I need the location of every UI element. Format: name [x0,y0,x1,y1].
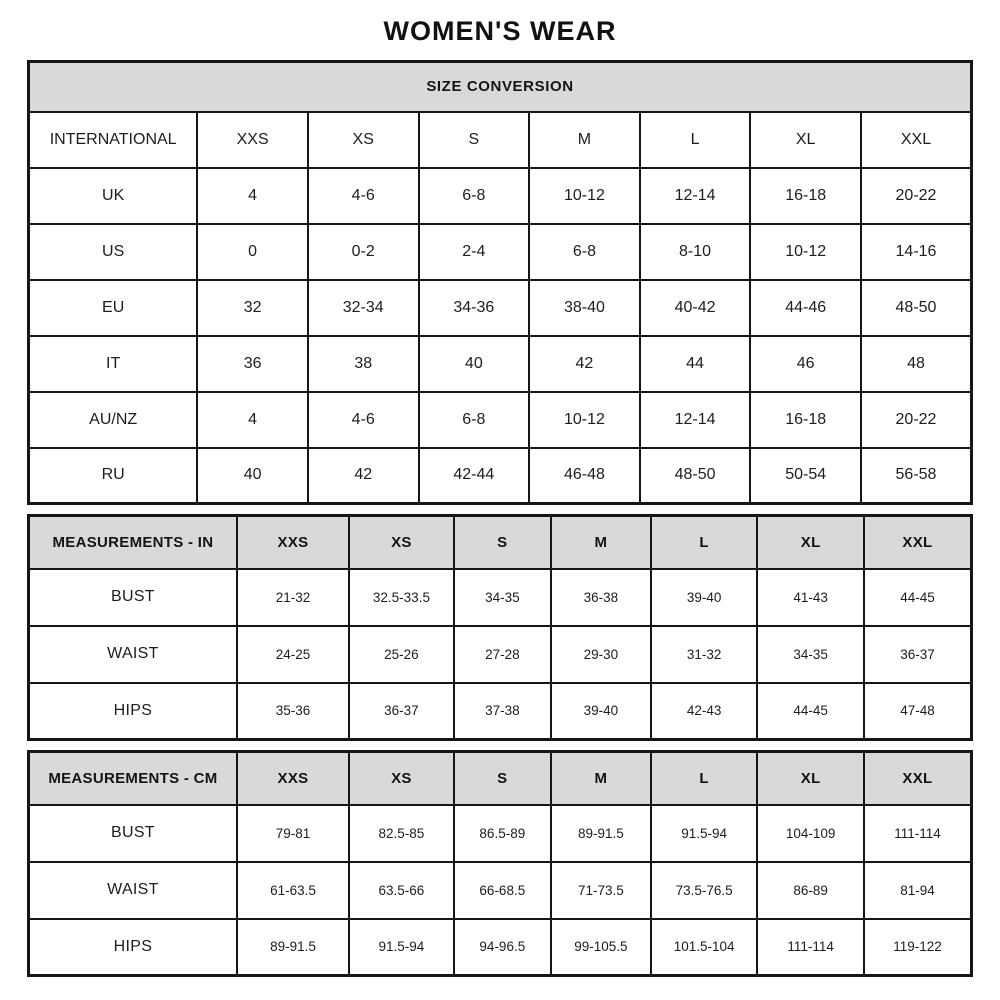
measurement-value: 25-26 [349,626,454,683]
measurements-cm-row-bust [29,805,972,862]
measurement-value: 119-122 [864,919,972,976]
size-value: 32-34 [308,280,419,336]
size-value: 10-12 [529,168,640,224]
measurements-in-col-m: M [551,516,651,569]
measurement-value: 86-89 [757,862,864,919]
size-value: 38-40 [529,280,640,336]
measurement-value: 91.5-94 [651,805,758,862]
measurements-in-col-xs: XS [349,516,454,569]
size-conversion-columns-row [29,112,972,168]
measurements-cm-col-xl: XL [757,752,864,805]
measurement-value: 94-96.5 [454,919,551,976]
measurements-cm-table [27,750,973,977]
size-conversion-col-xxl: XXL [861,112,972,168]
size-conversion-row-uk [29,168,972,224]
size-value: 56-58 [861,448,972,504]
measurements-in-col-l: L [651,516,758,569]
size-value: 8-10 [640,224,751,280]
measurement-value: 63.5-66 [349,862,454,919]
measurement-value: 31-32 [651,626,758,683]
measurement-value: 82.5-85 [349,805,454,862]
size-conversion-col-s: S [419,112,530,168]
size-value: 42 [529,336,640,392]
measurements-in-col-xxl: XXL [864,516,972,569]
region-label: UK [29,168,198,224]
measurement-value: 89-91.5 [237,919,349,976]
size-conversion-col-xxs: XXS [197,112,308,168]
size-value: 40 [197,448,308,504]
measurement-value: 99-105.5 [551,919,651,976]
measurement-value: 34-35 [757,626,864,683]
size-value: 2-4 [419,224,530,280]
size-value: 16-18 [750,168,861,224]
measurement-value: 66-68.5 [454,862,551,919]
measurement-value: 36-38 [551,569,651,626]
measurement-label: HIPS [29,683,237,740]
size-conversion-header-row [29,62,972,112]
measurement-value: 36-37 [864,626,972,683]
measurement-label: WAIST [29,862,237,919]
measurements-cm-header-row [29,752,972,805]
measurements-cm-col-m: M [551,752,651,805]
size-value: 6-8 [529,224,640,280]
measurement-value: 73.5-76.5 [651,862,758,919]
size-value: 16-18 [750,392,861,448]
size-value: 48-50 [861,280,972,336]
measurements-cm-col-xxl: XXL [864,752,972,805]
size-value: 4 [197,168,308,224]
size-conversion-col-xl: XL [750,112,861,168]
size-conversion-row-ru [29,448,972,504]
size-conversion-col-international: INTERNATIONAL [29,112,198,168]
region-label: RU [29,448,198,504]
measurement-value: 111-114 [757,919,864,976]
size-value: 40-42 [640,280,751,336]
size-value: 0-2 [308,224,419,280]
measurement-label: BUST [29,569,237,626]
size-value: 14-16 [861,224,972,280]
size-value: 12-14 [640,168,751,224]
measurement-value: 71-73.5 [551,862,651,919]
measurement-label: HIPS [29,919,237,976]
measurement-value: 89-91.5 [551,805,651,862]
size-value: 44 [640,336,751,392]
measurement-value: 104-109 [757,805,864,862]
size-value: 6-8 [419,168,530,224]
measurement-value: 47-48 [864,683,972,740]
size-value: 12-14 [640,392,751,448]
measurement-value: 32.5-33.5 [349,569,454,626]
measurement-value: 39-40 [651,569,758,626]
region-label: US [29,224,198,280]
measurement-value: 27-28 [454,626,551,683]
measurements-cm-col-l: L [651,752,758,805]
measurements-cm-title: MEASUREMENTS - CM [29,752,237,805]
size-value: 38 [308,336,419,392]
size-conversion-row-it [29,336,972,392]
measurements-cm-row-hips [29,919,972,976]
measurement-value: 79-81 [237,805,349,862]
size-value: 0 [197,224,308,280]
measurement-value: 29-30 [551,626,651,683]
size-conversion-row-eu [29,280,972,336]
measurements-cm-row-waist [29,862,972,919]
size-value: 42 [308,448,419,504]
size-value: 46-48 [529,448,640,504]
measurement-value: 91.5-94 [349,919,454,976]
measurement-value: 37-38 [454,683,551,740]
measurement-value: 81-94 [864,862,972,919]
measurements-in-row-waist [29,626,972,683]
size-value: 4 [197,392,308,448]
size-conversion-row-us [29,224,972,280]
measurements-in-row-hips [29,683,972,740]
measurements-in-row-bust [29,569,972,626]
size-conversion-title: SIZE CONVERSION [29,62,972,112]
measurements-cm-col-s: S [454,752,551,805]
size-value: 20-22 [861,168,972,224]
measurement-value: 35-36 [237,683,349,740]
size-value: 46 [750,336,861,392]
region-label: IT [29,336,198,392]
measurement-value: 101.5-104 [651,919,758,976]
size-value: 32 [197,280,308,336]
size-value: 48-50 [640,448,751,504]
measurements-in-table [27,514,973,741]
measurement-value: 42-43 [651,683,758,740]
page-title: WOMEN'S WEAR [383,16,617,46]
measurement-value: 41-43 [757,569,864,626]
size-value: 42-44 [419,448,530,504]
size-value: 10-12 [529,392,640,448]
size-value: 10-12 [750,224,861,280]
measurements-cm-col-xs: XS [349,752,454,805]
size-conversion-col-m: M [529,112,640,168]
table-gap [27,741,973,750]
size-value: 50-54 [750,448,861,504]
measurement-value: 44-45 [757,683,864,740]
size-value: 48 [861,336,972,392]
measurement-value: 61-63.5 [237,862,349,919]
size-conversion-col-l: L [640,112,751,168]
measurements-in-title: MEASUREMENTS - IN [29,516,237,569]
size-conversion-row-au-nz [29,392,972,448]
measurement-value: 111-114 [864,805,972,862]
size-value: 36 [197,336,308,392]
table-gap [27,505,973,514]
measurement-value: 36-37 [349,683,454,740]
size-value: 34-36 [419,280,530,336]
measurement-label: WAIST [29,626,237,683]
measurements-cm-col-xxs: XXS [237,752,349,805]
measurement-value: 21-32 [237,569,349,626]
measurement-value: 24-25 [237,626,349,683]
size-value: 40 [419,336,530,392]
size-value: 20-22 [861,392,972,448]
measurement-value: 44-45 [864,569,972,626]
measurements-in-col-xxs: XXS [237,516,349,569]
size-value: 44-46 [750,280,861,336]
size-conversion-col-xs: XS [308,112,419,168]
size-value: 6-8 [419,392,530,448]
measurements-in-header-row [29,516,972,569]
region-label: AU/NZ [29,392,198,448]
size-value: 4-6 [308,392,419,448]
measurements-in-col-s: S [454,516,551,569]
measurement-label: BUST [29,805,237,862]
size-conversion-table [27,60,973,505]
measurement-value: 86.5-89 [454,805,551,862]
region-label: EU [29,280,198,336]
measurement-value: 39-40 [551,683,651,740]
size-value: 4-6 [308,168,419,224]
measurements-in-col-xl: XL [757,516,864,569]
measurement-value: 34-35 [454,569,551,626]
